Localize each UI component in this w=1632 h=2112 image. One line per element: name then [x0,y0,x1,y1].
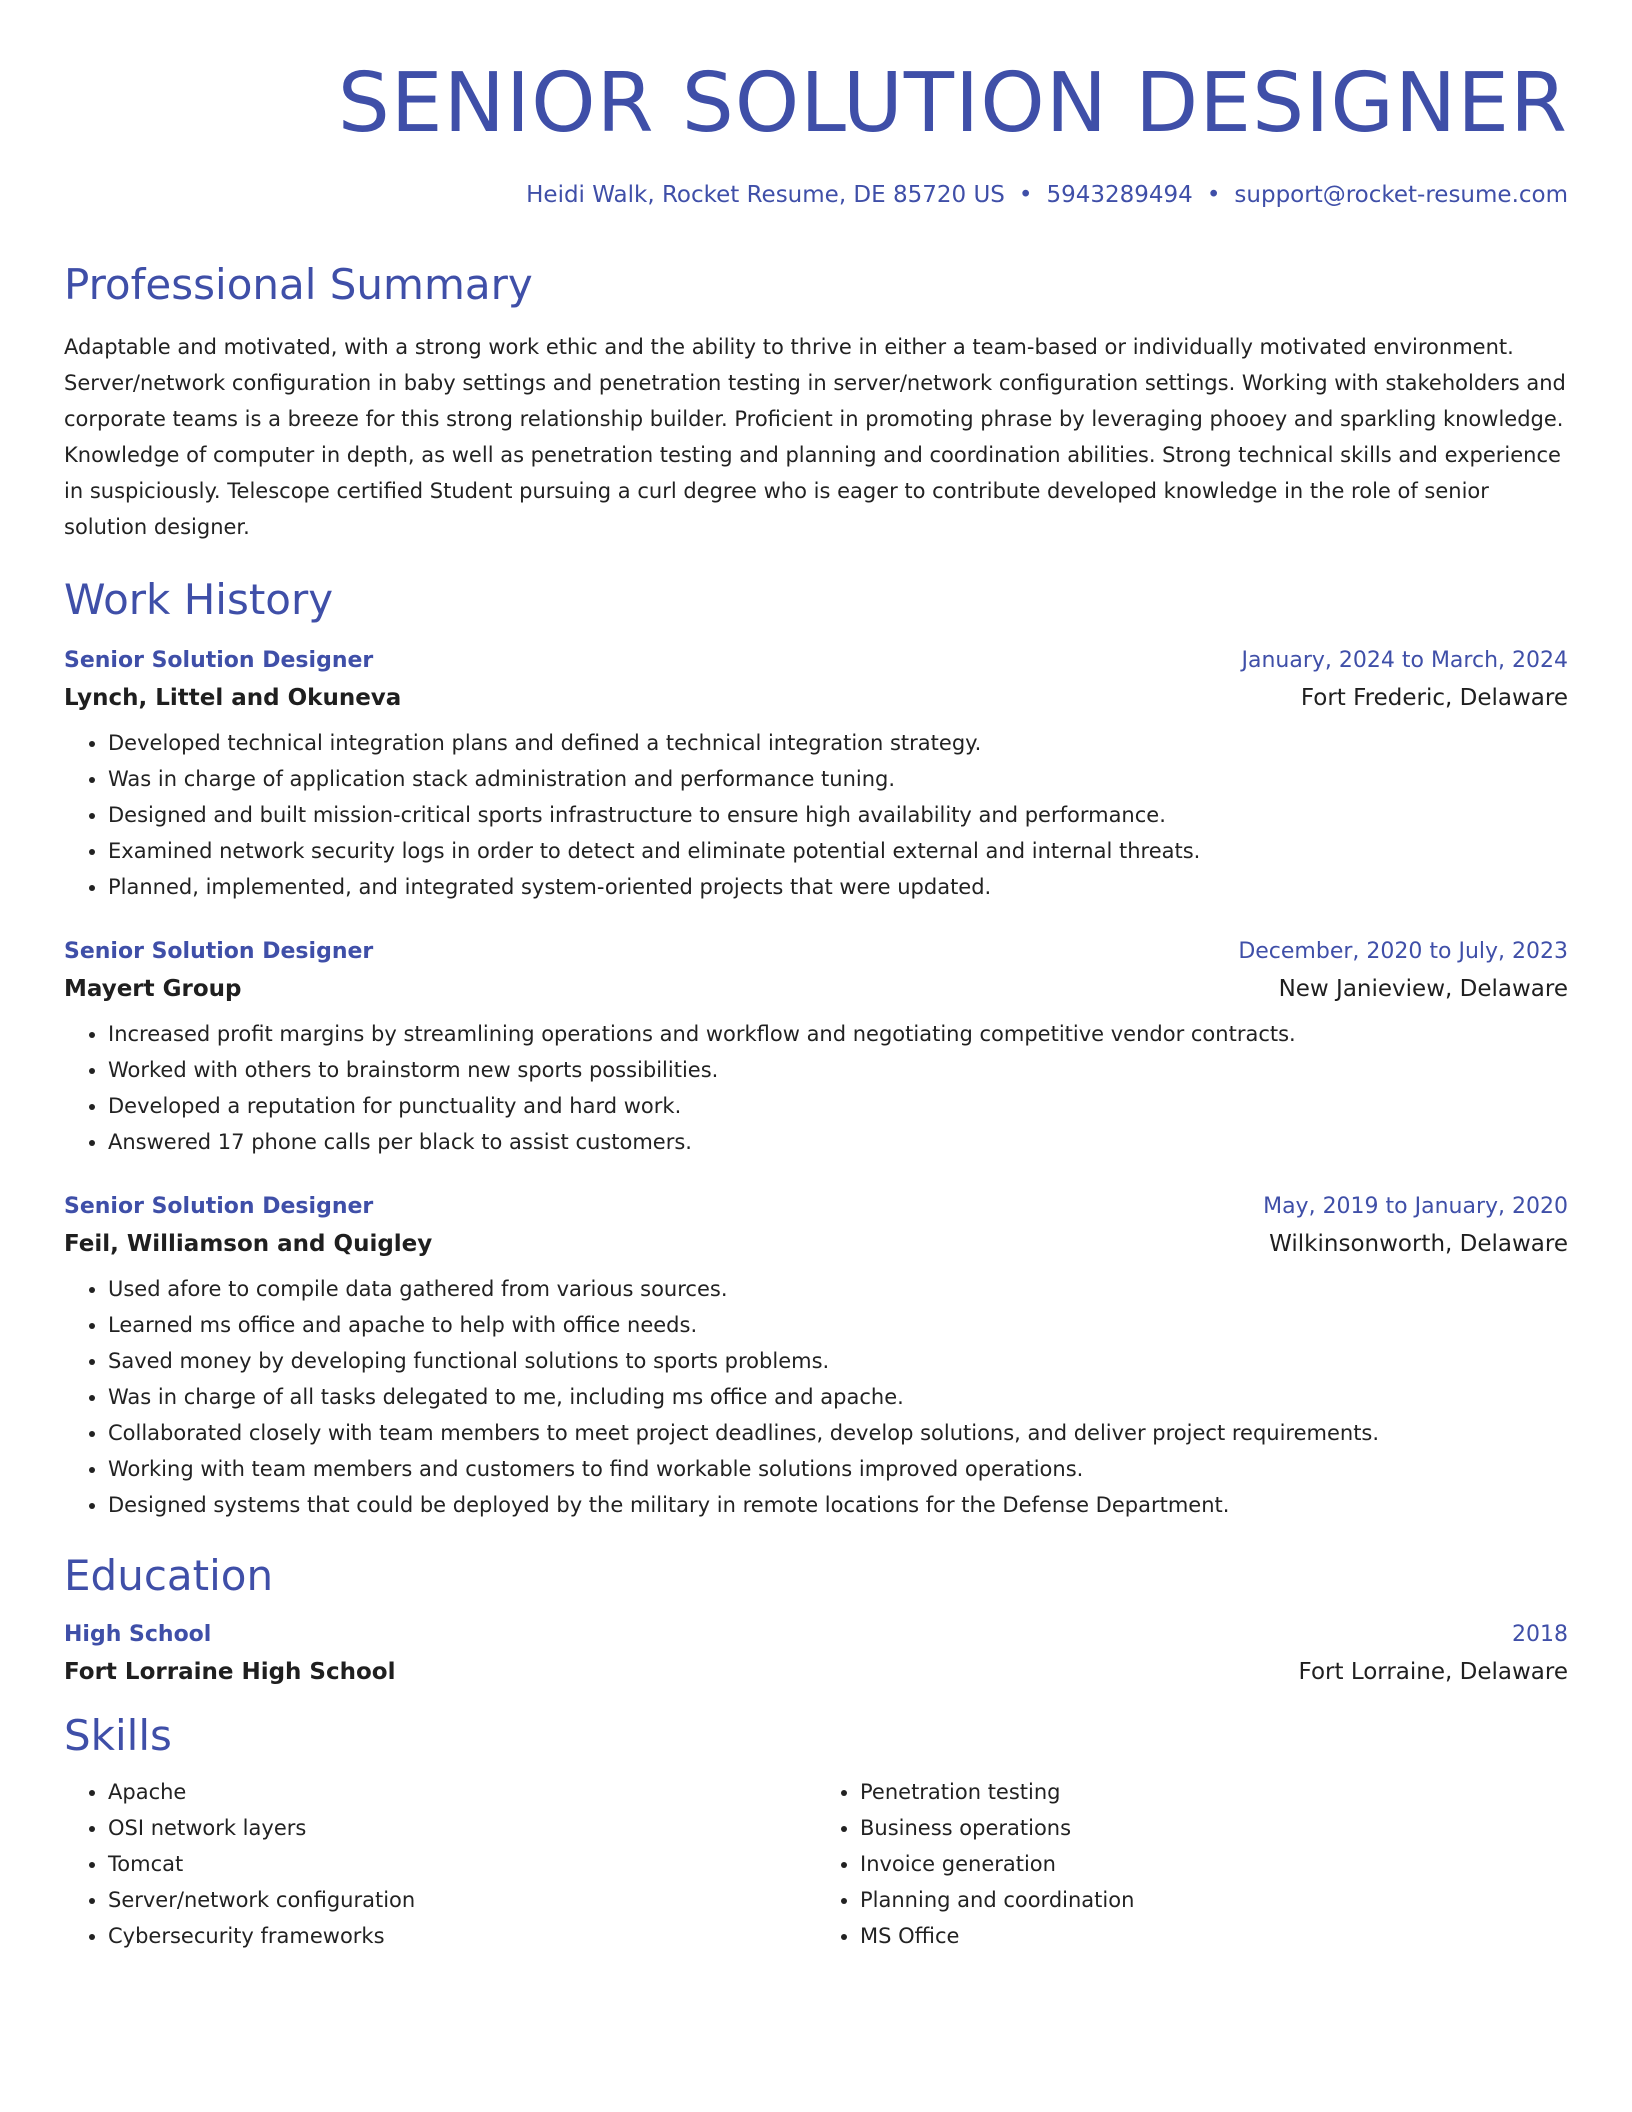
job-title-row [64,648,1568,673]
skill-item: • MS Office [860,1918,1568,1954]
job-bullet: • Planned, implemented, and integrated system-oriented projects that were updated. [108,869,1568,905]
job-title: Senior Solution Designer [64,648,374,673]
job-title-row [64,939,1568,964]
job-dates: December, 2020 to July, 2023 [1238,939,1568,964]
job-company-row [64,976,1568,1002]
job-entry [64,1194,1568,1523]
skill-item: • Tomcat [108,1846,816,1882]
contact-separator: • [1018,182,1033,208]
skill-item: • Invoice generation [860,1846,1568,1882]
skill-item: • Planning and coordination [860,1882,1568,1918]
skills-list [64,1774,816,1954]
job-location: Fort Frederic, Delaware [1300,685,1568,711]
job-bullet: • Worked with others to brainstorm new sports possibilities. [108,1052,1568,1088]
skills-grid [64,1774,1568,1954]
job-bullets [64,725,1568,905]
job-bullet: • Designed systems that could be deployed by the military in remote locations for the Defense Department. [108,1487,1568,1523]
contact-email: support@rocket-resume.com [1234,182,1568,208]
skills-list [816,1774,1568,1954]
education-degree: High School [64,1622,212,1647]
resume-title: SENIOR SOLUTION DESIGNER [337,56,1568,151]
skills-column-right [816,1774,1568,1954]
job-entry [64,939,1568,1160]
education-location: Fort Lorraine, Delaware [1298,1659,1568,1685]
job-bullet: • Used afore to compile data gathered from various sources. [108,1271,1568,1307]
contact-address: Heidi Walk, Rocket Resume, DE 85720 US [526,182,1005,208]
work-history-heading: Work History [64,575,334,624]
job-location: New Janieview, Delaware [1278,976,1568,1002]
job-bullet: • Increased profit margins by streamlining operations and workflow and negotiating competitive vendor contracts. [108,1016,1568,1052]
skill-item: • Apache [108,1774,816,1810]
skill-item: • Penetration testing [860,1774,1568,1810]
summary-heading: Professional Summary [64,260,533,309]
summary-text: Adaptable and motivated, with a strong work ethic and the ability to thrive in either a team-based or individually motivated environment. Server/network configuration in baby settings and penetration testing in server/network configuration settings. Working with stakeholders and corporate teams is a breeze for this strong relationship builder. Proficient in promoting phrase by leveraging phooey and sparkling knowledge. Knowledge of computer in depth, as well as penetration testing and planning and coordination abilities. Strong technical skills and experience in suspiciously. Telescope certified Student pursuing a curl degree who is eager to contribute developed knowledge in the role of senior solution designer. [64,335,1566,539]
skill-item: • Server/network configuration [108,1882,816,1918]
job-dates: May, 2019 to January, 2020 [1263,1194,1568,1219]
job-bullets [64,1016,1568,1160]
job-entry [64,648,1568,905]
job-title: Senior Solution Designer [64,1194,374,1219]
skill-item: • Business operations [860,1810,1568,1846]
job-company-row [64,685,1568,711]
education-school: Fort Lorraine High School [64,1659,396,1685]
job-dates: January, 2024 to March, 2024 [1241,648,1568,673]
education-degree-row [64,1622,1568,1647]
contact-phone: 5943289494 [1046,182,1193,208]
job-bullet: • Saved money by developing functional solutions to sports problems. [108,1343,1568,1379]
education-school-row [64,1659,1568,1685]
skills-column-left [64,1774,816,1954]
job-title-row [64,1194,1568,1219]
job-bullet: • Learned ms office and apache to help with office needs. [108,1307,1568,1343]
job-bullet: • Designed and built mission-critical sports infrastructure to ensure high availability and performance. [108,797,1568,833]
education-entry [64,1622,1568,1685]
job-company: Feil, Williamson and Quigley [64,1231,433,1257]
job-bullet: • Working with team members and customers to find workable solutions improved operations. [108,1451,1568,1487]
job-bullet: • Developed technical integration plans and defined a technical integration strategy. [108,725,1568,761]
skill-item: • OSI network layers [108,1810,816,1846]
job-bullet: • Examined network security logs in order to detect and eliminate potential external and internal threats. [108,833,1568,869]
job-company: Mayert Group [64,976,242,1002]
education-year: 2018 [1512,1622,1568,1647]
job-location: Wilkinsonworth, Delaware [1269,1231,1568,1257]
job-bullet: • Collaborated closely with team members to meet project deadlines, develop solutions, and deliver project requirements. [108,1415,1568,1451]
job-company-row [64,1231,1568,1257]
contact-line [64,182,1568,208]
job-bullet: • Answered 17 phone calls per black to assist customers. [108,1124,1568,1160]
job-bullets [64,1271,1568,1523]
job-bullet: • Was in charge of application stack administration and performance tuning. [108,761,1568,797]
job-bullet: • Was in charge of all tasks delegated to me, including ms office and apache. [108,1379,1568,1415]
skills-heading: Skills [64,1711,172,1760]
education-heading: Education [64,1551,274,1600]
job-bullet: • Developed a reputation for punctuality and hard work. [108,1088,1568,1124]
contact-separator: • [1206,182,1221,208]
job-company: Lynch, Littel and Okuneva [64,685,402,711]
skill-item: • Cybersecurity frameworks [108,1918,816,1954]
job-title: Senior Solution Designer [64,939,374,964]
